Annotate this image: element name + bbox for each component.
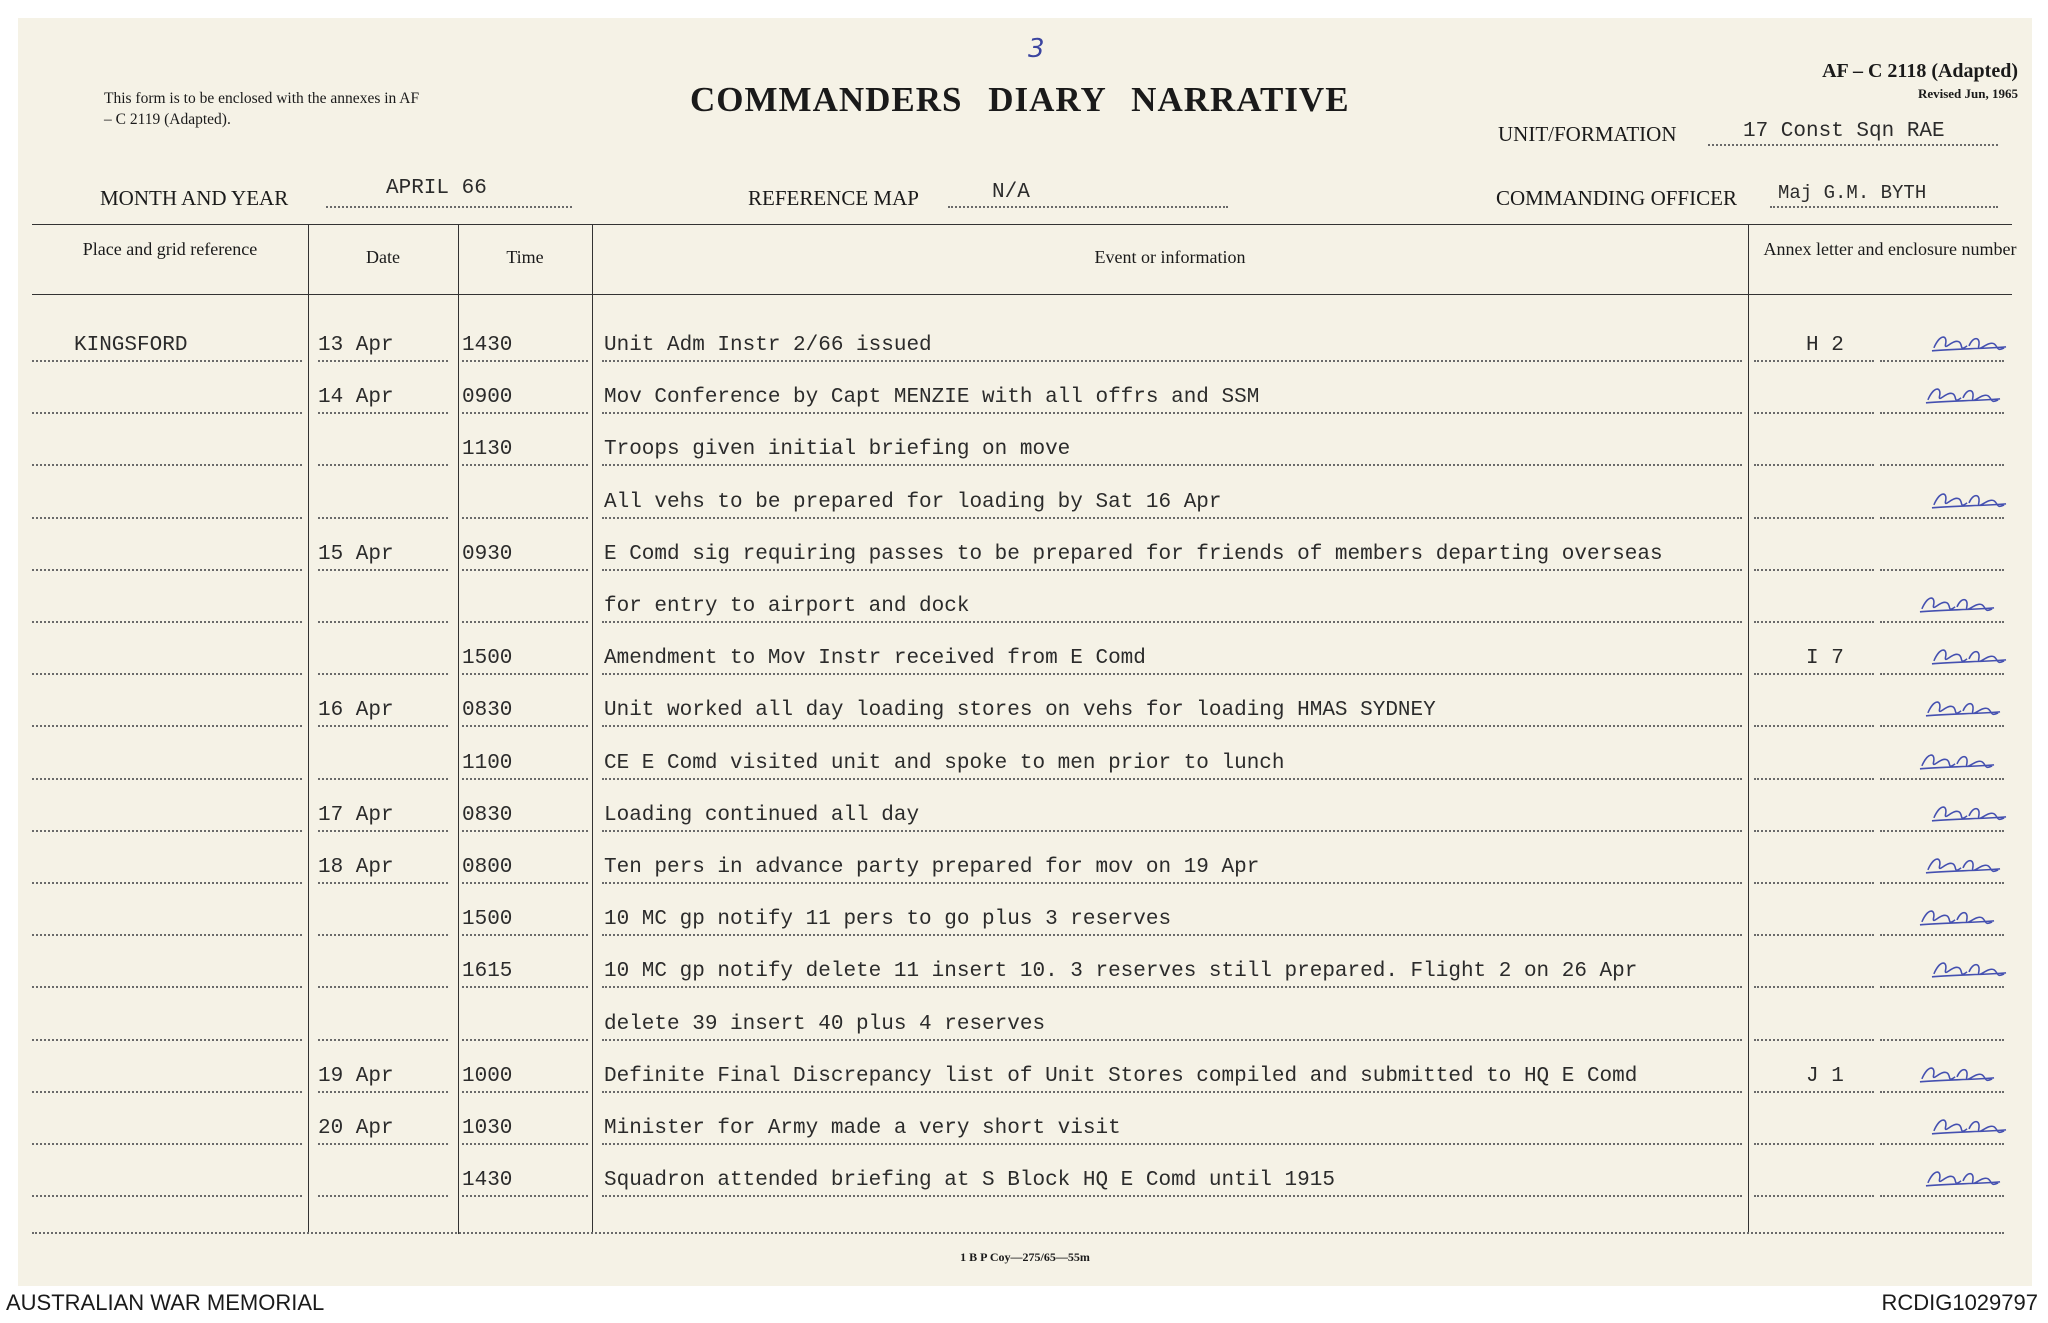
row-date: 18 Apr [318,856,394,879]
row-annex: J 1 [1806,1064,1844,1088]
initials-mark [1930,330,2008,356]
row-dotline [462,830,588,832]
header-time: Time [506,247,544,267]
row-event: Amendment to Mov Instr received from E Comd [604,647,1146,671]
form-revised: Revised Jun, 1965 [1917,86,2018,101]
row-dotline [602,1143,1742,1145]
row-dotline [462,412,588,414]
initials-mark [1924,382,2002,408]
row-event: All vehs to be prepared for loading by Sat 16 Apr [604,490,1222,514]
row-event: Unit Adm Instr 2/66 issued [604,334,932,357]
row-dotline [1880,986,2004,988]
row-dotline [1754,621,1874,623]
row-dotline [318,778,448,780]
printer-line: 1 B P Coy—275/65—55m [960,1250,1090,1264]
row-date: 20 Apr [318,1117,394,1140]
row-dotline [1880,934,2004,936]
initials-mark [1930,643,2008,669]
row-dotline [32,464,302,466]
row-dotline [32,621,302,623]
initials-mark [1930,956,2008,982]
row-dotline [1754,778,1874,780]
row-event: Troops given initial briefing on move [604,438,1071,462]
row-time: 1030 [462,1117,513,1140]
row-dotline [318,673,448,675]
row-dotline [1754,1091,1874,1093]
row-dotline [318,517,448,519]
row-dotline [32,778,302,780]
row-dotline [1754,412,1874,414]
row-dotline [318,621,448,623]
row-event: Squadron attended briefing at S Block HQ E Comd until 1915 [604,1169,1335,1193]
row-date: 14 Apr [318,386,394,410]
row-time: 0830 [462,699,513,723]
refmap-value: N/A [992,181,1030,204]
initials-mark [1930,1113,2008,1139]
unit-dotline [1708,144,1998,146]
row-dotline [1754,569,1874,571]
table-header-border [32,294,2012,295]
row-dotline [1880,1195,2004,1197]
row-event: for entry to airport and dock [604,595,970,618]
col-divider-date [308,224,309,1234]
row-dotline [318,569,448,571]
row-date: 13 Apr [318,334,394,357]
month-label: MONTH AND YEAR [100,186,289,210]
row-dotline [318,1143,448,1145]
row-dotline [602,621,1742,623]
row-event: Unit worked all day loading stores on vehs for loading HMAS SYDNEY [604,699,1436,723]
row-time: 0830 [462,803,513,827]
row-dotline [32,1091,302,1093]
row-dotline [1880,673,2004,675]
row-dotline [318,882,448,884]
row-dotline [462,986,588,988]
row-dotline [318,1195,448,1197]
row-time: 1100 [462,751,513,775]
month-dotline [326,206,572,208]
row-dotline [32,1195,302,1197]
row-time: 1500 [462,647,513,671]
row-dotline [602,1091,1742,1093]
col-divider-time [458,224,459,1234]
table-top-border [32,224,2012,225]
row-dotline [1880,360,2004,362]
row-dotline [318,360,448,362]
initials-mark [1924,695,2002,721]
row-event: 10 MC gp notify 11 pers to go plus 3 reserves [604,908,1172,932]
row-dotline [1880,517,2004,519]
initials-mark [1924,1165,2002,1191]
row-dotline [602,1039,1742,1041]
row-dotline [462,725,588,727]
row-dotline [602,360,1742,362]
row-dotline [1880,725,2004,727]
row-time: 1500 [462,908,513,932]
row-dotline [602,517,1742,519]
row-dotline [32,517,302,519]
header-place: Place and grid reference [82,239,258,259]
header-event: Event or information [1094,247,1246,267]
row-dotline [1754,986,1874,988]
row-time: 0900 [462,386,513,410]
row-dotline [462,673,588,675]
row-time: 1430 [462,334,513,357]
row-dotline [318,725,448,727]
row-dotline [1880,621,2004,623]
row-time: 1000 [462,1064,513,1088]
row-event: Ten pers in advance party prepared for mov on 19 Apr [604,856,1260,879]
row-annex: I 7 [1806,647,1844,671]
row-dotline [462,882,588,884]
row-dotline [602,569,1742,571]
page-number: 3 [1028,34,1045,64]
row-date: 19 Apr [318,1064,394,1088]
row-event: Minister for Army made a very short visit [604,1117,1121,1140]
row-dotline [32,830,302,832]
row-time: 1430 [462,1169,513,1193]
row-dotline [32,882,302,884]
row-dotline [602,986,1742,988]
co-value: Maj G.M. BYTH [1778,182,1927,204]
row-time: 0930 [462,542,513,566]
row-time: 1615 [462,960,513,984]
row-dotline [318,1091,448,1093]
row-dotline [462,1039,588,1041]
row-dotline [1754,1039,1874,1041]
initials-mark [1930,487,2008,513]
row-dotline [462,517,588,519]
row-dotline [462,778,588,780]
col-divider-annex [1748,224,1749,1234]
co-dotline [1770,206,1998,208]
row-event: Definite Final Discrepancy list of Unit Stores compiled and submitted to HQ E Comd [604,1064,1638,1088]
row-dotline [1880,1091,2004,1093]
row-date: 17 Apr [318,803,394,827]
row-dotline [1754,360,1874,362]
row-event: 10 MC gp notify delete 11 insert 10. 3 reserves still prepared. Flight 2 on 26 Apr [604,960,1638,984]
row-dotline [1880,778,2004,780]
row-dotline [602,934,1742,936]
header-date: Date [366,247,400,267]
row-dotline [318,986,448,988]
row-time: 0800 [462,856,513,879]
row-event: CE E Comd visited unit and spoke to men prior to lunch [604,751,1285,775]
row-dotline [32,1143,302,1145]
row-dotline [1754,464,1874,466]
row-dotline [1754,1195,1874,1197]
form-title: COMMANDERS DIARY NARRATIVE [690,80,1350,119]
footer-record-id: RCDIG1029797 [1881,1290,2038,1315]
refmap-label: REFERENCE MAP [748,186,919,210]
row-dotline [1754,934,1874,936]
row-dotline [462,934,588,936]
row-dotline [318,464,448,466]
diary-sheet [18,18,2032,1286]
row-dotline [462,1091,588,1093]
refmap-dotline [948,206,1228,208]
row-dotline [318,934,448,936]
initials-mark [1918,748,1996,774]
row-dotline [602,1195,1742,1197]
row-place: KINGSFORD [74,334,188,357]
row-dotline [462,1195,588,1197]
row-dotline [602,725,1742,727]
initials-mark [1918,1061,1996,1087]
initials-mark [1918,591,1996,617]
row-dotline [462,464,588,466]
row-dotline [1754,725,1874,727]
row-date: 16 Apr [318,699,394,723]
row-dotline [602,673,1742,675]
row-event: Loading continued all day [604,803,920,827]
row-dotline [318,412,448,414]
row-dotline [602,412,1742,414]
initials-mark [1918,904,1996,930]
row-dotline [32,412,302,414]
row-date: 15 Apr [318,542,394,566]
row-time: 1130 [462,438,513,462]
row-dotline [1880,464,2004,466]
row-dotline [602,464,1742,466]
header-annex: Annex letter and enclosure number [1763,239,2017,259]
unit-label: UNIT/FORMATION [1498,122,1677,146]
month-value: APRIL 66 [386,177,487,200]
col-divider-event [592,224,593,1234]
row-dotline [462,360,588,362]
co-label: COMMANDING OFFICER [1496,186,1737,210]
row-dotline [32,725,302,727]
row-dotline [32,569,302,571]
initials-mark [1930,800,2008,826]
footer-archive-name: AUSTRALIAN WAR MEMORIAL [6,1290,325,1315]
row-dotline [318,830,448,832]
row-dotline [1754,830,1874,832]
initials-mark [1924,852,2002,878]
row-dotline [602,830,1742,832]
row-dotline [602,882,1742,884]
row-dotline [318,1039,448,1041]
row-dotline [32,986,302,988]
row-dotline [1880,882,2004,884]
row-dotline [32,673,302,675]
row-dotline [1880,830,2004,832]
row-dotline [1880,412,2004,414]
row-event: E Comd sig requiring passes to be prepared for friends of members departing overseas [604,542,1663,566]
table-bottom-dotline [32,1232,2004,1234]
row-dotline [462,569,588,571]
row-dotline [1880,1143,2004,1145]
row-dotline [1754,517,1874,519]
row-event: delete 39 insert 40 plus 4 reserves [604,1012,1046,1036]
row-dotline [1754,882,1874,884]
row-annex: H 2 [1806,334,1844,357]
row-dotline [462,621,588,623]
row-dotline [32,1039,302,1041]
row-dotline [1880,1039,2004,1041]
row-event: Mov Conference by Capt MENZIE with all offrs and SSM [604,386,1260,410]
form-instructions: This form is to be enclosed with the annexes in AF – C 2119 (Adapted). [104,90,420,128]
row-dotline [32,934,302,936]
row-dotline [1754,1143,1874,1145]
row-dotline [602,778,1742,780]
row-dotline [1754,673,1874,675]
form-code: AF – C 2118 (Adapted) [1822,60,2018,82]
unit-value: 17 Const Sqn RAE [1743,120,1945,143]
row-dotline [462,1143,588,1145]
row-dotline [1880,569,2004,571]
row-dotline [32,360,302,362]
